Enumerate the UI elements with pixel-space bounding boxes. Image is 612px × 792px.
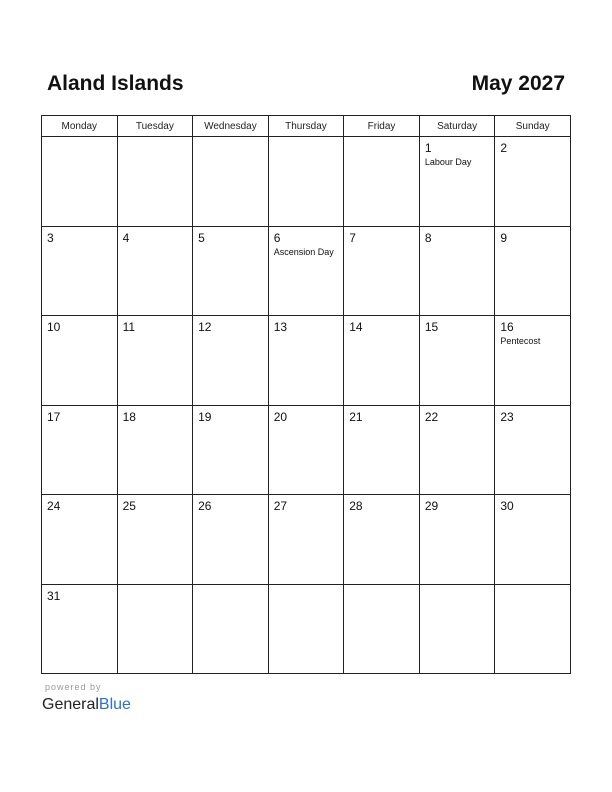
day-number: 27 <box>273 499 288 513</box>
day-number: 2 <box>500 141 508 155</box>
empty-day-cell <box>495 584 571 674</box>
day-cell <box>268 405 344 495</box>
week-row <box>42 405 571 495</box>
day-cell <box>419 405 495 495</box>
weekday-header-tuesday: Tuesday <box>117 116 193 137</box>
empty-day-cell <box>344 584 420 674</box>
day-cell <box>193 405 269 495</box>
holiday-label: Labour Day <box>424 157 472 167</box>
day-number: 28 <box>349 499 363 513</box>
day-cell <box>344 405 420 495</box>
brand-general-text: General <box>42 696 99 713</box>
week-row <box>42 495 571 585</box>
day-number: 6 <box>273 230 281 245</box>
weekday-header-saturday: Saturday <box>419 116 495 137</box>
day-cell <box>419 495 495 585</box>
day-number: 8 <box>424 230 432 245</box>
day-number: 29 <box>424 499 439 513</box>
day-cell <box>42 226 118 316</box>
day-number: 5 <box>198 230 205 245</box>
day-number: 1 <box>424 141 432 155</box>
brand-blue-text: Blue <box>98 696 131 713</box>
weekday-header-sunday: Sunday <box>495 116 571 137</box>
day-cell <box>495 226 571 316</box>
day-cell <box>193 226 269 316</box>
month-year-title: May 2027 <box>471 72 565 95</box>
holiday-label: Pentecost <box>500 336 541 346</box>
day-number: 11 <box>122 320 136 334</box>
day-number: 30 <box>500 499 514 513</box>
week-row <box>42 316 571 406</box>
day-number: 19 <box>198 409 212 424</box>
day-cell <box>193 495 269 585</box>
day-cell <box>268 495 344 585</box>
day-cell <box>495 495 571 585</box>
day-cell <box>193 316 269 406</box>
day-number: 10 <box>47 320 61 334</box>
day-number: 9 <box>500 230 508 245</box>
empty-day-cell <box>117 584 193 674</box>
day-number: 12 <box>198 320 212 334</box>
day-cell <box>344 226 420 316</box>
day-number: 7 <box>349 230 356 245</box>
week-row <box>42 226 571 316</box>
day-number: 22 <box>424 409 439 424</box>
day-cell <box>117 226 193 316</box>
day-number: 20 <box>273 409 288 424</box>
day-cell <box>42 316 118 406</box>
day-cell <box>117 316 193 406</box>
day-number: 4 <box>122 230 130 245</box>
day-cell <box>42 495 118 585</box>
day-number: 16 <box>500 320 514 334</box>
day-number: 31 <box>47 588 61 603</box>
footer-branding <box>42 682 131 715</box>
empty-day-cell <box>42 137 118 227</box>
day-number: 18 <box>122 409 136 424</box>
day-number: 25 <box>122 499 136 513</box>
day-cell <box>419 226 495 316</box>
day-cell <box>117 405 193 495</box>
day-number: 3 <box>47 230 54 245</box>
empty-day-cell <box>268 137 344 227</box>
day-number: 13 <box>273 320 288 334</box>
day-cell <box>42 584 118 674</box>
calendar-weeks <box>42 137 571 674</box>
day-cell <box>344 495 420 585</box>
day-number: 14 <box>349 320 363 334</box>
empty-day-cell <box>344 137 420 227</box>
day-number: 23 <box>500 409 514 424</box>
day-cell <box>268 316 344 406</box>
day-cell <box>419 137 495 227</box>
empty-day-cell <box>193 137 269 227</box>
weekday-header-monday: Monday <box>42 116 118 137</box>
day-cell <box>268 226 344 316</box>
country-title: Aland Islands <box>47 72 184 95</box>
weekday-header-wednesday: Wednesday <box>193 116 269 137</box>
day-cell <box>419 316 495 406</box>
empty-day-cell <box>193 584 269 674</box>
weekday-header-row <box>42 116 571 137</box>
day-number: 21 <box>349 409 363 424</box>
empty-day-cell <box>268 584 344 674</box>
weekday-header-thursday: Thursday <box>268 116 344 137</box>
empty-day-cell <box>419 584 495 674</box>
day-cell <box>344 316 420 406</box>
powered-by-text: powered by <box>45 682 102 692</box>
day-number: 15 <box>424 320 439 334</box>
empty-day-cell <box>117 137 193 227</box>
week-row <box>42 584 571 674</box>
day-number: 17 <box>47 409 61 424</box>
generalblue-logo[interactable] <box>42 695 131 715</box>
holiday-label: Ascension Day <box>273 246 334 257</box>
month-calendar-grid <box>41 115 571 674</box>
day-cell <box>495 405 571 495</box>
day-cell <box>495 316 571 406</box>
weekday-header-friday: Friday <box>344 116 420 137</box>
week-row <box>42 137 571 227</box>
day-number: 26 <box>198 499 212 513</box>
day-cell <box>117 495 193 585</box>
day-cell <box>495 137 571 227</box>
day-cell <box>42 405 118 495</box>
day-number: 24 <box>47 499 61 513</box>
